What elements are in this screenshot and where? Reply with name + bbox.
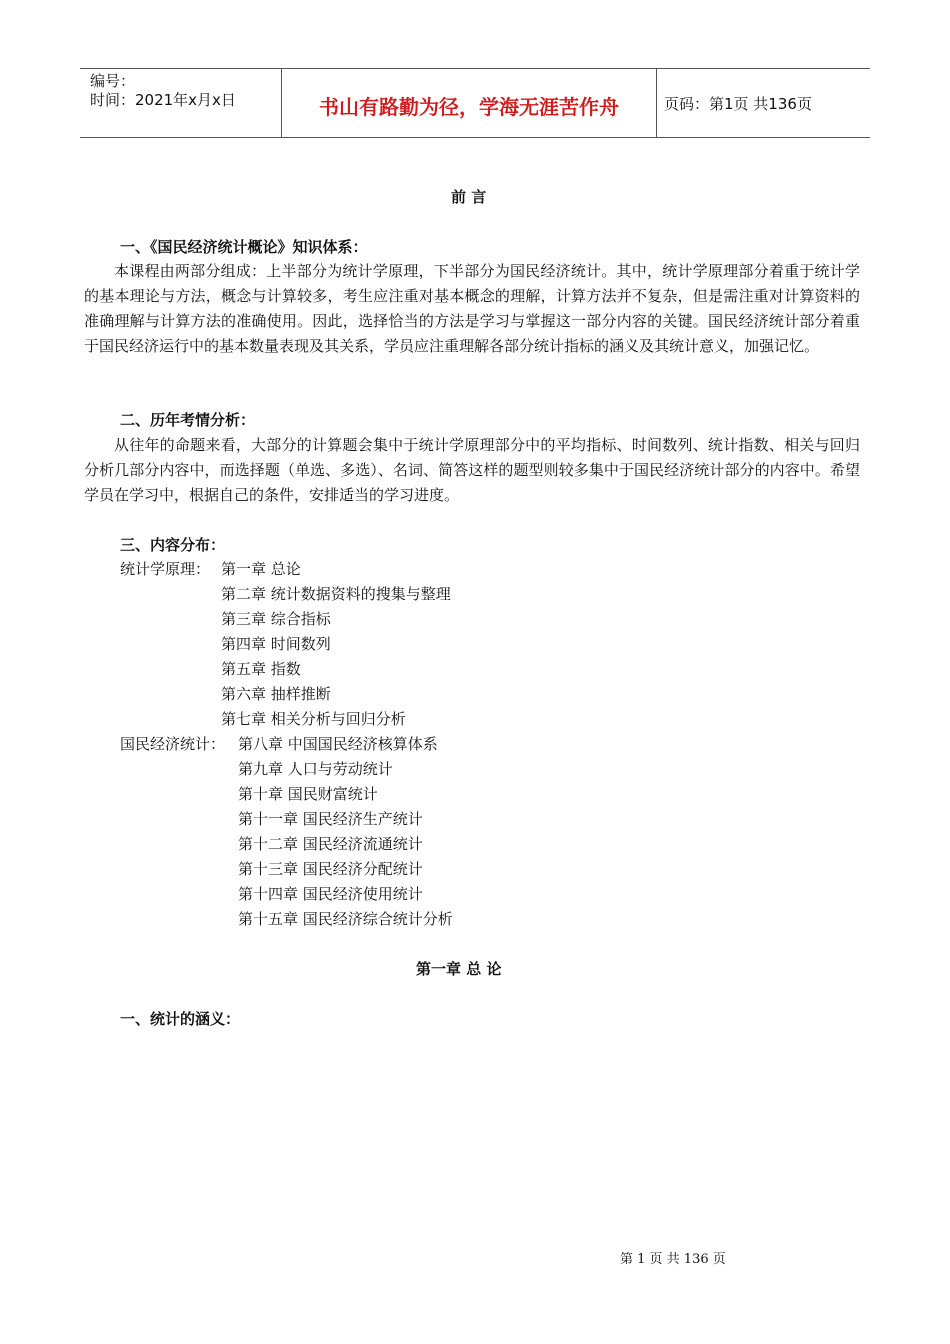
toc-item: 第一章 总论	[221, 560, 301, 578]
toc-item: 第六章 抽样推断	[221, 685, 331, 703]
chapter-1-title: 第一章 总 论	[416, 960, 502, 978]
chapter-1-subheading: 一、统计的涵义：	[120, 1010, 241, 1028]
section-2-heading: 二、历年考情分析：	[120, 411, 256, 429]
toc-item: 第七章 相关分析与回归分析	[221, 710, 406, 728]
header-left-cell	[80, 69, 280, 137]
page-footer: 第 1 页 共 136 页	[620, 1252, 726, 1267]
toc-part2-label: 国民经济统计：	[120, 735, 226, 753]
doc-time-label: 时间：2021年x月x日	[90, 91, 236, 109]
toc-item: 第三章 综合指标	[221, 610, 331, 628]
toc-item: 第十章 国民财富统计	[238, 785, 378, 803]
page-header	[80, 68, 870, 138]
toc-item: 第二章 统计数据资料的搜集与整理	[221, 585, 451, 603]
toc-item: 第十一章 国民经济生产统计	[238, 810, 423, 828]
toc-item: 第五章 指数	[221, 660, 301, 678]
toc-item: 第十三章 国民经济分配统计	[238, 860, 423, 878]
section-1-heading: 一、《国民经济统计概论》知识体系：	[120, 238, 368, 256]
header-motto-cell	[281, 69, 657, 137]
section-1-body: 本课程由两部分组成：上半部分为统计学原理，下半部分为国民经济统计。其中，统计学原理部分着重于统计学的基本理论与方法，概念与计算较多，考生应注重对基本概念的理解，计算方法并不复杂，但是需注重对计算资料的准确理解与计算方法的准确使用。因此，选择恰当的方法是学习与掌握这一部分内容的关键。国民经济统计部分着重于国民经济运行中的基本数量表现及其关系，学员应注重理解各部分统计指标的涵义及其统计意义，加强记忆。	[84, 262, 860, 355]
toc-item: 第九章 人口与劳动统计	[238, 760, 393, 778]
motto-text: 书山有路勤为径，学海无涯苦作舟	[319, 95, 619, 119]
preface-title: 前 言	[451, 188, 487, 206]
section-2-body: 从往年的命题来看，大部分的计算题会集中于统计学原理部分中的平均指标、时间数列、统计指数、相关与回归分析几部分内容中，而选择题（单选、多选）、名词、简答这样的题型则较多集中于国民经济统计部分的内容中。希望学员在学习中，根据自己的条件，安排适当的学习进度。	[84, 436, 860, 504]
section-3-heading: 三、内容分布：	[120, 536, 226, 554]
toc-item: 第十四章 国民经济使用统计	[238, 885, 423, 903]
toc-item: 第十二章 国民经济流通统计	[238, 835, 423, 853]
doc-number-label: 编号：	[90, 72, 136, 90]
toc-part1-label: 统计学原理：	[120, 560, 211, 578]
header-page-info: 页码：第1页 共136页	[664, 95, 812, 113]
toc-item: 第十五章 国民经济综合统计分析	[238, 910, 453, 928]
toc-item: 第八章 中国国民经济核算体系	[238, 735, 438, 753]
toc-item: 第四章 时间数列	[221, 635, 331, 653]
